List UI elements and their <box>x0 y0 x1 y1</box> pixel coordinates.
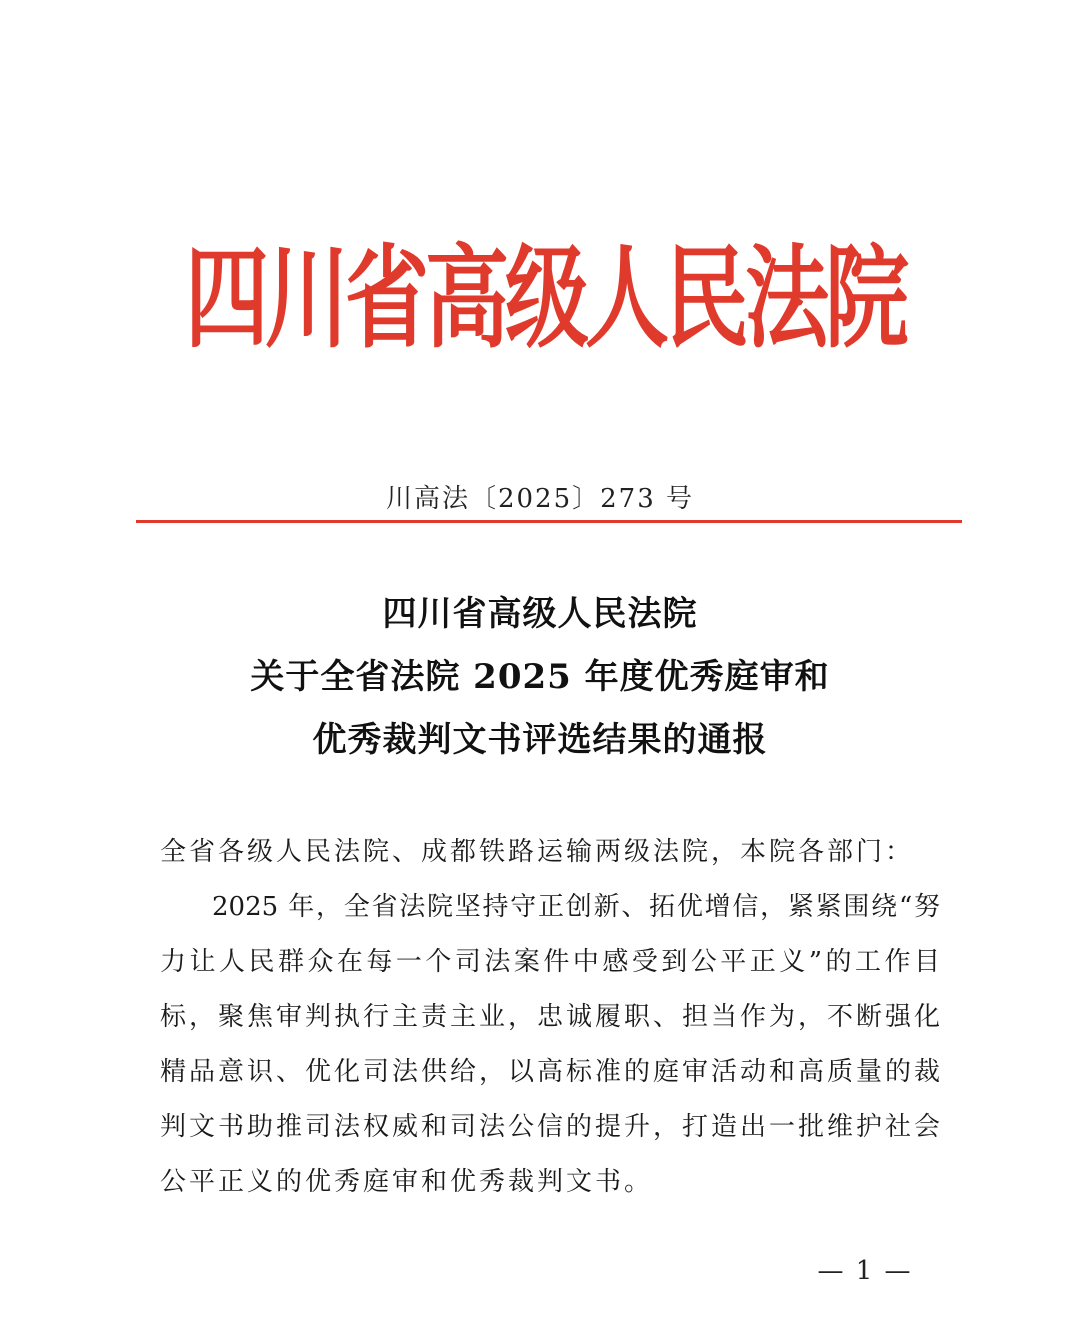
document-title-line-3: 优秀裁判文书评选结果的通报 <box>312 720 768 760</box>
paragraph-line: 力让人民群众在每一个司法案件中感受到公平正义”的工作目 <box>160 947 940 977</box>
salutation: 全省各级人民法院、成都铁路运输两级法院，本院各部门： <box>160 837 915 867</box>
paragraph-line: 标，聚焦审判执行主责主业，忠诚履职、担当作为，不断强化 <box>160 1002 940 1032</box>
page-number: — 1 — <box>817 1256 913 1286</box>
document-title-line-1: 四川省高级人民法院 <box>382 594 698 634</box>
issuing-authority-masthead: 四川省高级人民法院 <box>184 233 905 363</box>
red-separator-line <box>136 520 962 523</box>
paragraph-line: 2025 年，全省法院坚持守正创新、拓优增信，紧紧围绕“努 <box>212 892 940 922</box>
paragraph-line: 精品意识、优化司法供给，以高标准的庭审活动和高质量的裁 <box>160 1057 940 1087</box>
document-title-line-2: 关于全省法院 2025 年度优秀庭审和 <box>250 657 830 697</box>
paragraph-line: 判文书助推司法权威和司法公信的提升，打造出一批维护社会 <box>160 1112 940 1142</box>
paragraph-line: 公平正义的优秀庭审和优秀裁判文书。 <box>160 1167 654 1197</box>
document-number: 川高法〔2025〕273 号 <box>385 484 695 514</box>
